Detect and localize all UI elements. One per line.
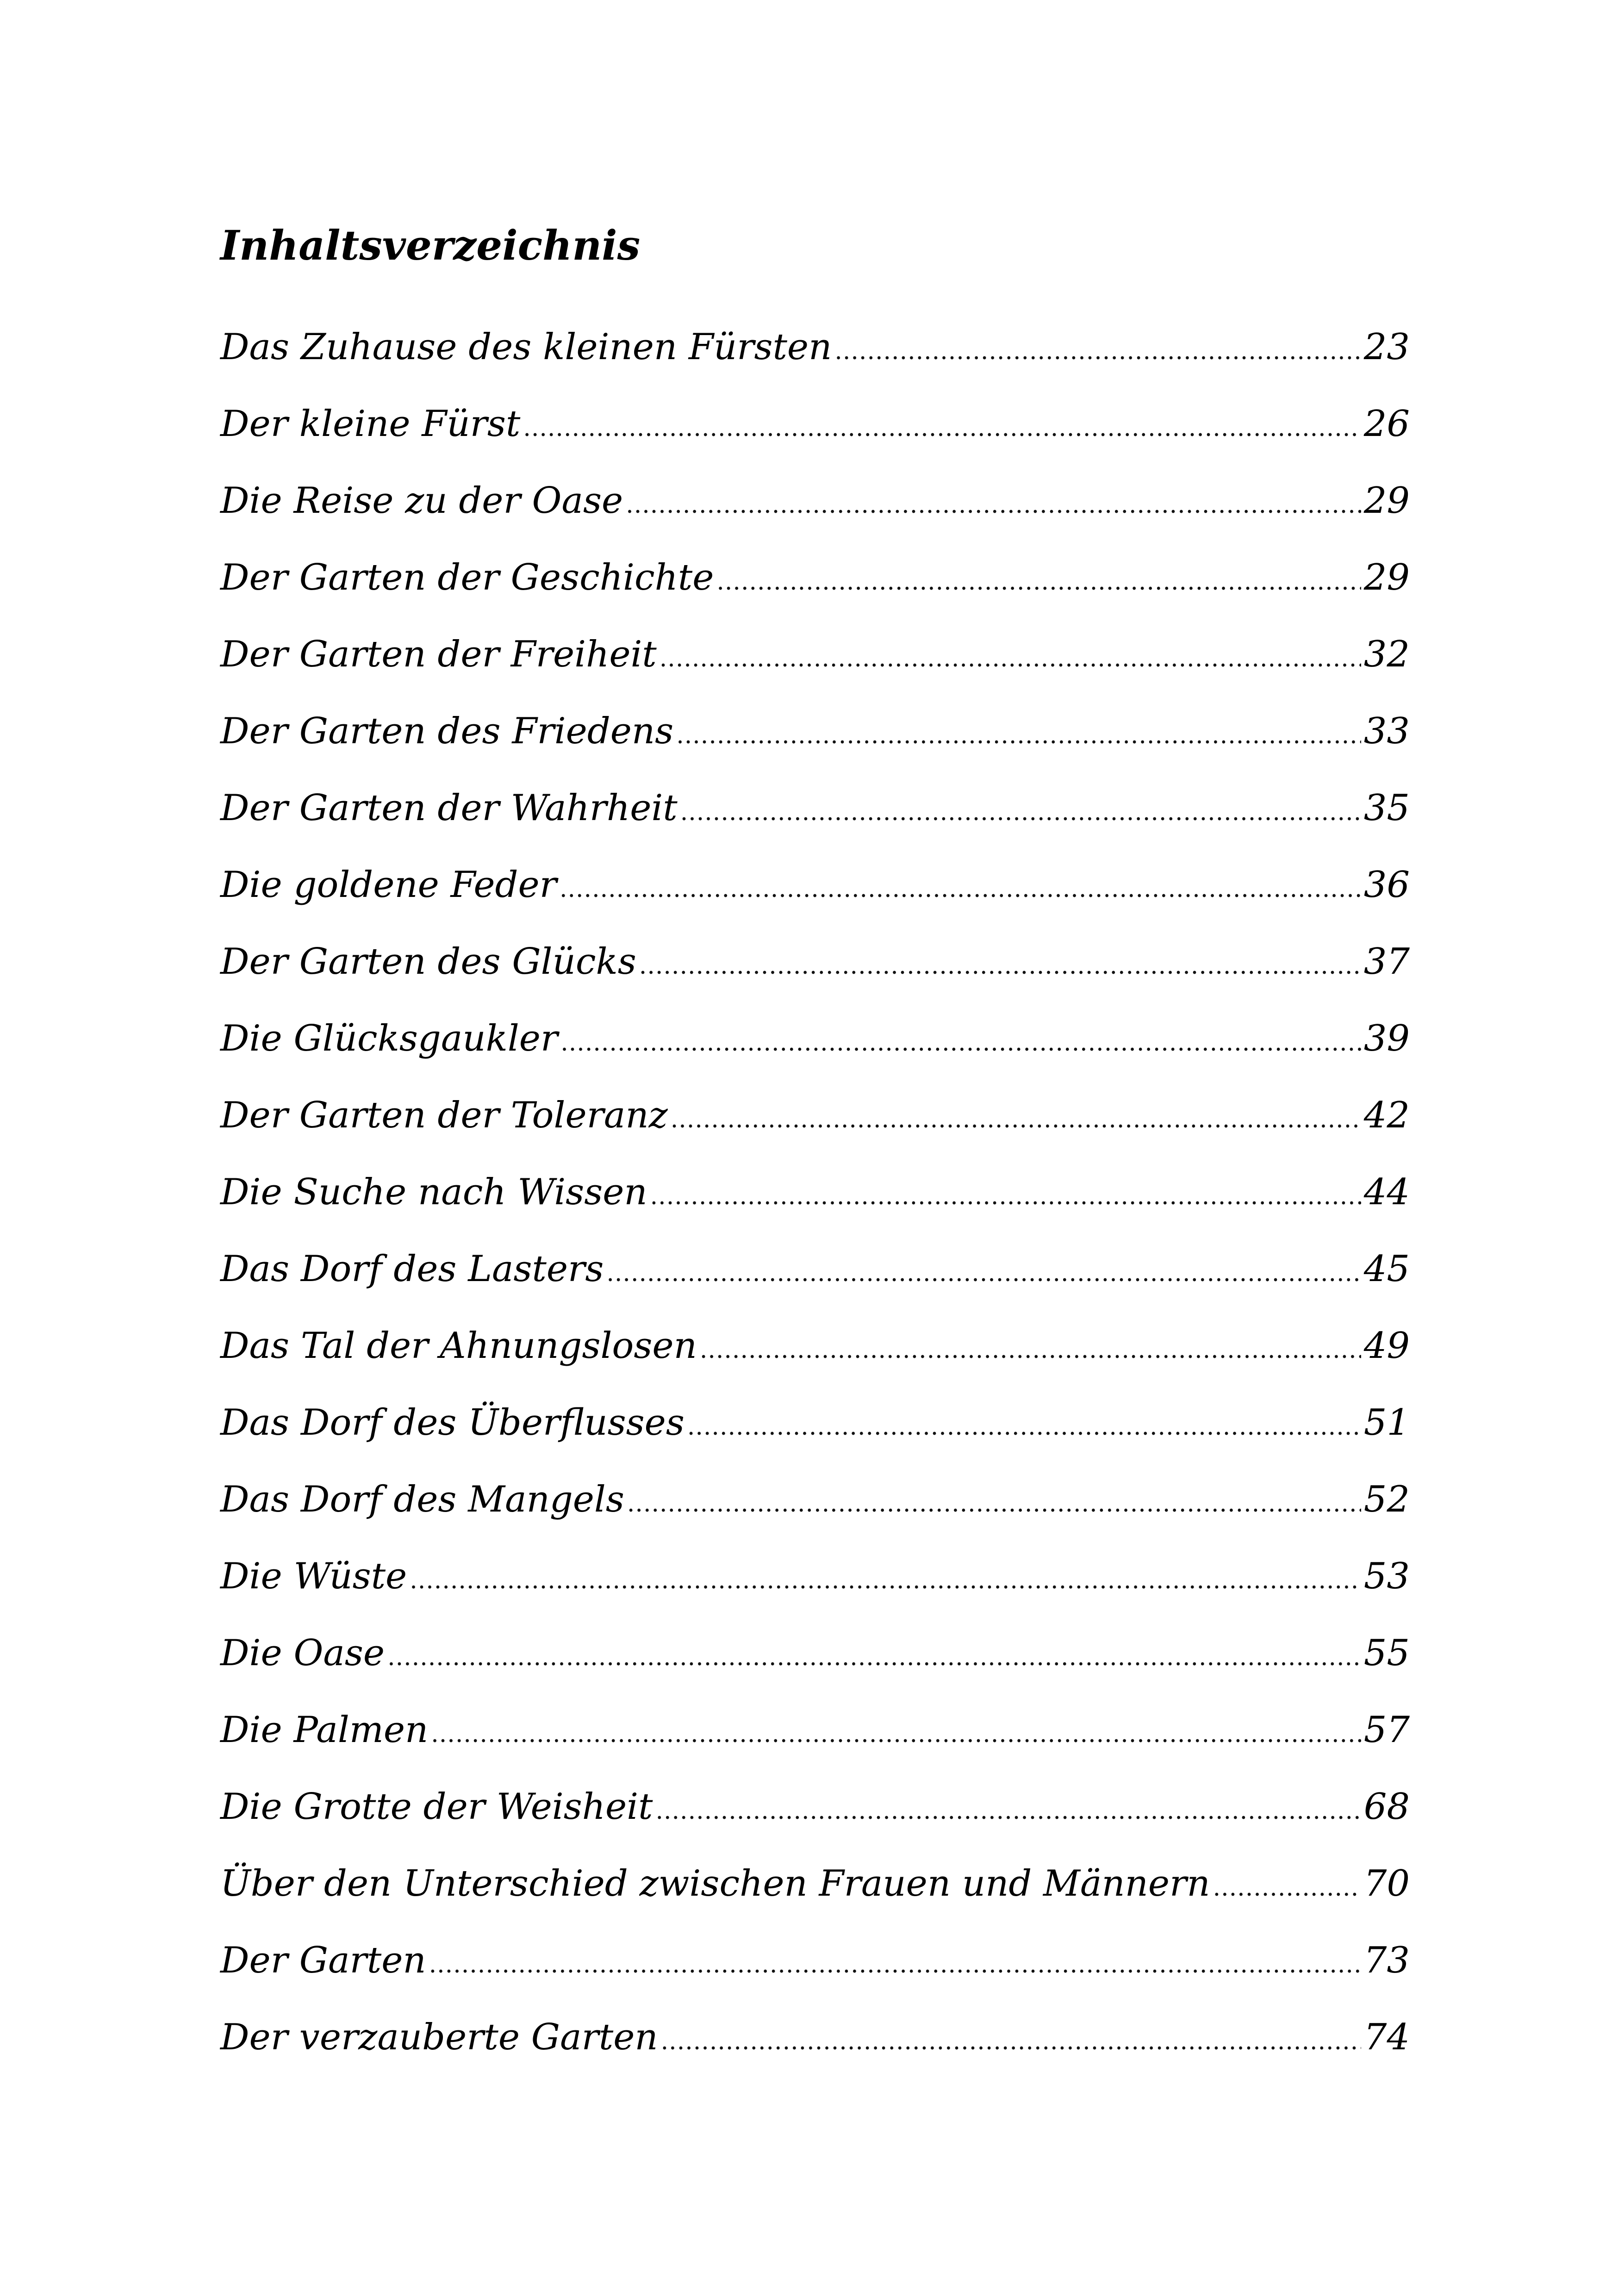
toc-entry-title: Die Suche nach Wissen bbox=[220, 1171, 647, 1213]
toc-entry-page-number: 74 bbox=[1363, 2016, 1410, 2058]
toc-entry-title: Der Garten bbox=[220, 1940, 426, 1981]
toc-entry-page-number: 44 bbox=[1363, 1171, 1410, 1213]
toc-entry[interactable] bbox=[220, 473, 1410, 550]
toc-entry-title: Der Garten der Wahrheit bbox=[220, 787, 678, 829]
dot-leader bbox=[639, 938, 1361, 994]
toc-entry-page-number: 32 bbox=[1363, 634, 1410, 675]
toc-entry-page-number: 70 bbox=[1363, 1863, 1410, 1904]
dot-leader bbox=[716, 554, 1361, 610]
toc-entry[interactable] bbox=[220, 934, 1410, 1011]
toc-entry[interactable] bbox=[220, 1779, 1410, 1856]
toc-entry-page-number: 49 bbox=[1363, 1325, 1410, 1367]
toc-entry[interactable] bbox=[220, 319, 1410, 396]
toc-entry-title: Das Dorf des Lasters bbox=[220, 1248, 604, 1290]
dot-leader bbox=[834, 324, 1361, 379]
toc-entry-page-number: 52 bbox=[1363, 1479, 1410, 1520]
toc-entry[interactable] bbox=[220, 1472, 1410, 1549]
toc-entry[interactable] bbox=[220, 627, 1410, 703]
toc-entry[interactable] bbox=[220, 550, 1410, 627]
dot-leader bbox=[660, 631, 1361, 686]
dot-leader bbox=[655, 1783, 1361, 1839]
dot-leader bbox=[560, 861, 1361, 917]
toc-entry-page-number: 68 bbox=[1363, 1786, 1410, 1828]
toc-entry-title: Der Garten der Geschichte bbox=[220, 557, 714, 598]
toc-entry-title: Die Oase bbox=[220, 1632, 385, 1674]
dot-leader bbox=[676, 708, 1361, 763]
toc-entry[interactable] bbox=[220, 1933, 1410, 2010]
toc-entry-page-number: 57 bbox=[1363, 1709, 1410, 1751]
dot-leader bbox=[523, 400, 1361, 456]
toc-entry-title: Der Garten der Freiheit bbox=[220, 634, 657, 675]
toc-entry-page-number: 42 bbox=[1363, 1095, 1410, 1136]
toc-entry[interactable] bbox=[220, 1164, 1410, 1241]
toc-entry[interactable] bbox=[220, 1549, 1410, 1625]
toc-entry-page-number: 39 bbox=[1363, 1018, 1410, 1059]
toc-entry-title: Die Wüste bbox=[220, 1556, 407, 1597]
toc-entry[interactable] bbox=[220, 396, 1410, 473]
toc-entry[interactable] bbox=[220, 1318, 1410, 1395]
toc-entry-page-number: 29 bbox=[1363, 557, 1410, 598]
toc-entry-page-number: 53 bbox=[1363, 1556, 1410, 1597]
toc-entry[interactable] bbox=[220, 1011, 1410, 1088]
dot-leader bbox=[431, 1706, 1361, 1762]
toc-entry-page-number: 23 bbox=[1363, 326, 1410, 368]
toc-entry-title: Das Dorf des Mangels bbox=[220, 1479, 624, 1520]
toc-entry-title: Der kleine Fürst bbox=[220, 403, 521, 445]
toc-entry[interactable] bbox=[220, 1395, 1410, 1472]
dot-leader bbox=[606, 1245, 1361, 1301]
dot-leader bbox=[560, 1015, 1361, 1070]
dot-leader bbox=[1213, 1860, 1361, 1916]
dot-leader bbox=[387, 1630, 1361, 1685]
toc-entry-page-number: 36 bbox=[1363, 864, 1410, 906]
dot-leader bbox=[650, 1169, 1361, 1224]
toc-entry-title: Das Tal der Ahnungslosen bbox=[220, 1325, 697, 1367]
toc-entry-title: Das Zuhause des kleinen Fürsten bbox=[220, 326, 832, 368]
toc-entry[interactable] bbox=[220, 857, 1410, 934]
toc-entry-page-number: 37 bbox=[1363, 941, 1410, 983]
toc-list bbox=[220, 319, 1410, 2086]
toc-entry-page-number: 51 bbox=[1363, 1402, 1410, 1444]
dot-leader bbox=[680, 784, 1361, 840]
toc-entry-title: Der Garten des Glücks bbox=[220, 941, 636, 983]
dot-leader bbox=[626, 477, 1361, 533]
toc-entry[interactable] bbox=[220, 1702, 1410, 1779]
toc-entry-title: Über den Unterschied zwischen Frauen und Männern bbox=[220, 1863, 1210, 1904]
toc-entry[interactable] bbox=[220, 780, 1410, 857]
toc-entry-page-number: 33 bbox=[1363, 710, 1410, 752]
toc-entry-title: Der verzauberte Garten bbox=[220, 2016, 658, 2058]
toc-entry-title: Die Reise zu der Oase bbox=[220, 480, 623, 522]
page-title: Inhaltsverzeichnis bbox=[220, 221, 641, 269]
dot-leader bbox=[700, 1322, 1361, 1378]
dot-leader bbox=[429, 1937, 1361, 1992]
toc-entry-title: Die Palmen bbox=[220, 1709, 429, 1751]
toc-entry-title: Die goldene Feder bbox=[220, 864, 557, 906]
dot-leader bbox=[627, 1476, 1361, 1531]
toc-entry[interactable] bbox=[220, 703, 1410, 780]
toc-entry-page-number: 45 bbox=[1363, 1248, 1410, 1290]
dot-leader bbox=[410, 1553, 1361, 1608]
toc-entry-page-number: 29 bbox=[1363, 480, 1410, 522]
toc-entry[interactable] bbox=[220, 1241, 1410, 1318]
toc-entry[interactable] bbox=[220, 1088, 1410, 1164]
toc-entry-title: Das Dorf des Überflusses bbox=[220, 1402, 685, 1444]
toc-entry-title: Die Glücksgaukler bbox=[220, 1018, 558, 1059]
toc-entry-title: Die Grotte der Weisheit bbox=[220, 1786, 653, 1828]
toc-entry-title: Der Garten des Friedens bbox=[220, 710, 674, 752]
toc-entry-page-number: 55 bbox=[1363, 1632, 1410, 1674]
toc-entry[interactable] bbox=[220, 1856, 1410, 1933]
toc-entry-title: Der Garten der Toleranz bbox=[220, 1095, 668, 1136]
dot-leader bbox=[671, 1092, 1361, 1147]
toc-entry-page-number: 73 bbox=[1363, 1940, 1410, 1981]
toc-entry-page-number: 35 bbox=[1363, 787, 1410, 829]
toc-entry[interactable] bbox=[220, 2010, 1410, 2086]
dot-leader bbox=[687, 1399, 1361, 1455]
toc-entry[interactable] bbox=[220, 1625, 1410, 1702]
toc-entry-page-number: 26 bbox=[1363, 403, 1410, 445]
dot-leader bbox=[661, 2014, 1361, 2069]
